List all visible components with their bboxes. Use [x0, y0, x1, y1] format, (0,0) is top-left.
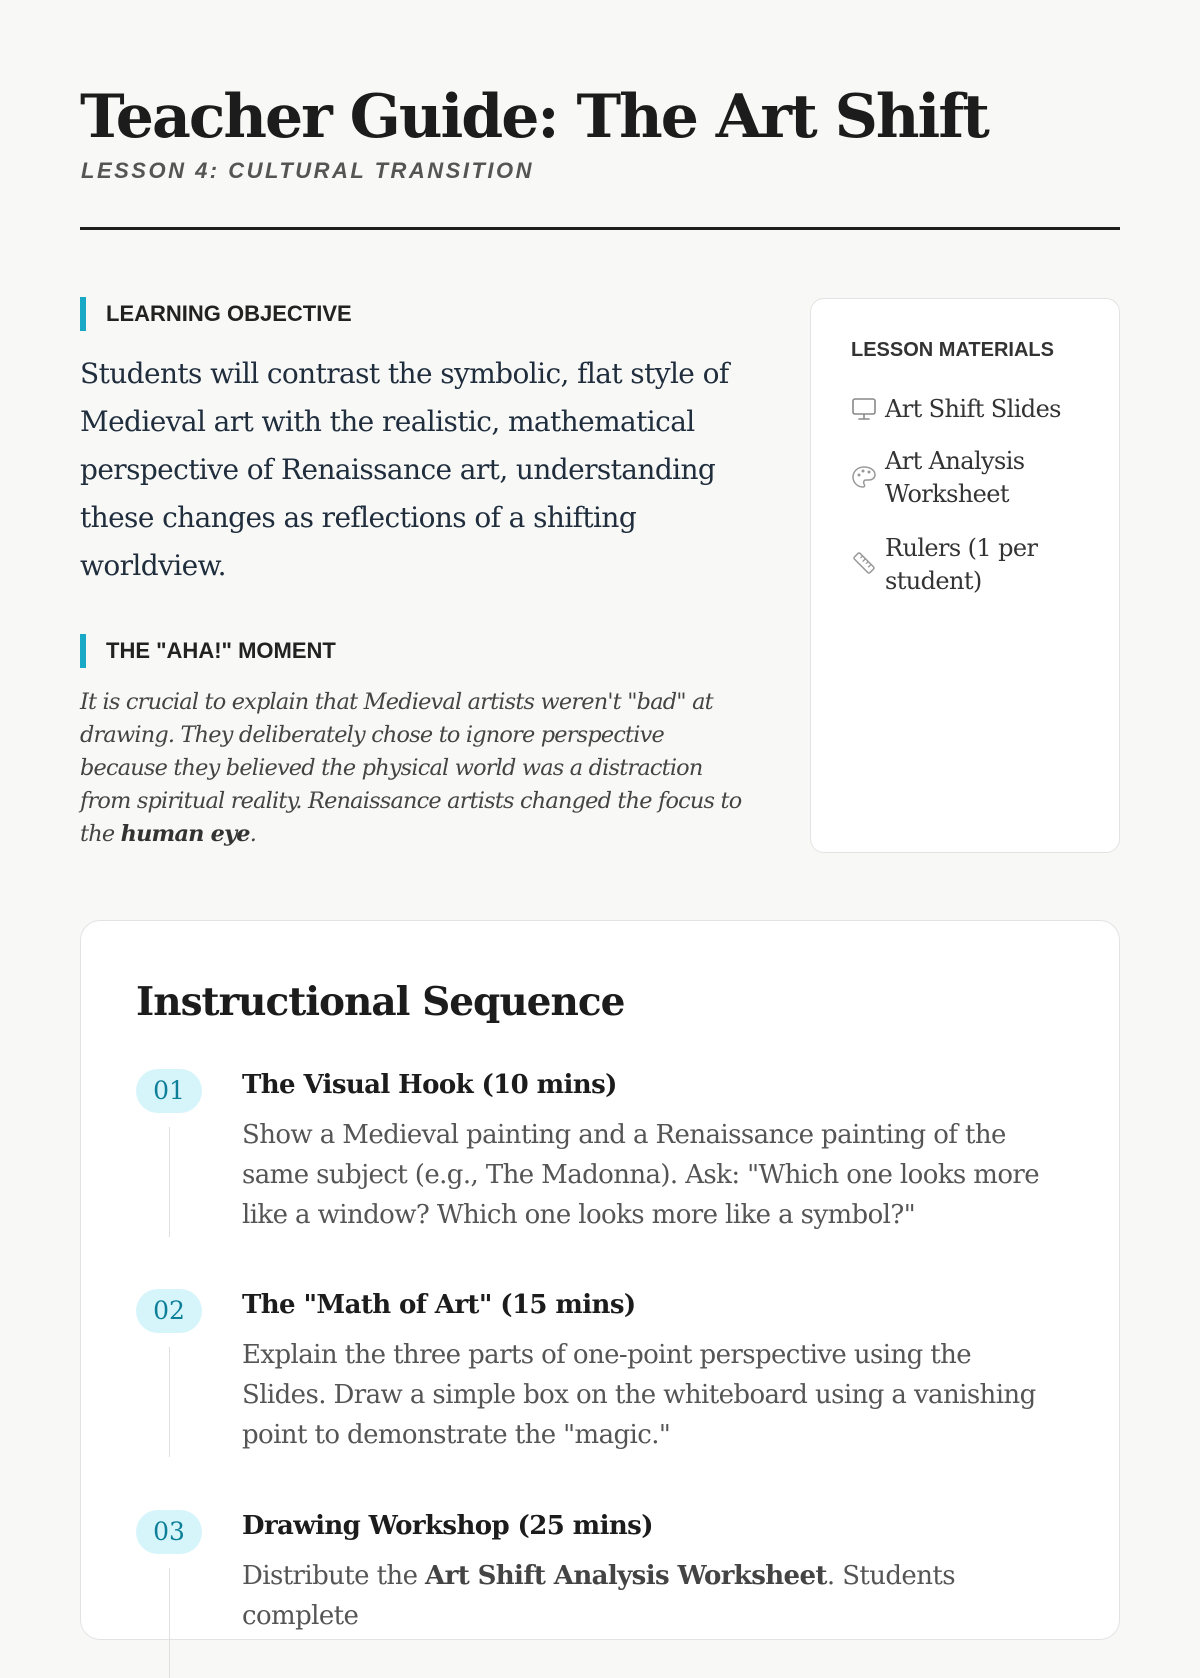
- lesson-materials-title: LESSON MATERIALS: [851, 339, 1054, 361]
- step-number-badge: 02: [136, 1289, 202, 1333]
- step-description: Show a Medieval painting and a Renaissance painting of the same subject (e.g., The Madonna). Ask: "Which one looks more like a window? Which one looks more like a symbol?": [242, 1120, 1040, 1230]
- step-description: [242, 1556, 1042, 1636]
- material-label: Art Analysis Worksheet: [885, 447, 1025, 508]
- aha-text-intro: It is crucial to explain that Medieval artists weren't "bad" at drawing. They deliberately chose to ignore perspective because they believed the physical world was a distraction from spiritual reality. Renaissance artists changed the focus to the: [80, 689, 742, 847]
- material-label: Rulers (1 per student): [885, 534, 1038, 595]
- worksheet-name: Art Shift Analysis Worksheet: [425, 1561, 827, 1591]
- ruler-icon: [851, 550, 877, 576]
- step-description: Explain the three parts of one-point perspective using the Slides. Draw a simple box on the whiteboard using a vanishing point to demonstrate the "magic.": [242, 1340, 1036, 1450]
- aha-moment-heading: THE "AHA!" MOMENT: [80, 634, 336, 668]
- instructional-sequence-card: [80, 920, 1120, 1640]
- palette-icon: [851, 464, 877, 490]
- step-title: The "Math of Art" (15 mins): [242, 1290, 636, 1320]
- step-description-rest: . Students complete: [242, 1561, 955, 1631]
- step-title: The Visual Hook (10 mins): [242, 1070, 617, 1100]
- step-connector-line: [169, 1568, 170, 1678]
- aha-text-end: .: [249, 821, 257, 847]
- step-connector-line: [169, 1127, 170, 1237]
- step-connector-line: [169, 1347, 170, 1457]
- step-description-intro: Distribute the: [242, 1561, 426, 1591]
- material-label: Art Shift Slides: [885, 395, 1061, 423]
- monitor-icon: [851, 396, 877, 422]
- step-number-badge: 03: [136, 1510, 202, 1554]
- lesson-subtitle: LESSON 4: CULTURAL TRANSITION: [81, 158, 535, 183]
- instructional-sequence-title: Instructional Sequence: [136, 979, 625, 1025]
- learning-objective-heading: LEARNING OBJECTIVE: [80, 297, 352, 331]
- lesson-materials-panel: [810, 298, 1120, 853]
- header-divider: [80, 227, 1120, 230]
- page-title: Teacher Guide: The Art Shift: [80, 82, 988, 152]
- step-number-badge: 01: [136, 1069, 202, 1113]
- learning-objective-text: Students will contrast the symbolic, flat style of Medieval art with the realistic, mathematical perspective of Renaissance art, understanding these changes as reflections of a shifting worldview.: [80, 357, 729, 582]
- teacher-guide-page: [80, 0, 1120, 1631]
- aha-text-emphasis: human eye: [120, 821, 250, 847]
- step-title: Drawing Workshop (25 mins): [242, 1511, 653, 1541]
- aha-moment-text: [80, 686, 750, 851]
